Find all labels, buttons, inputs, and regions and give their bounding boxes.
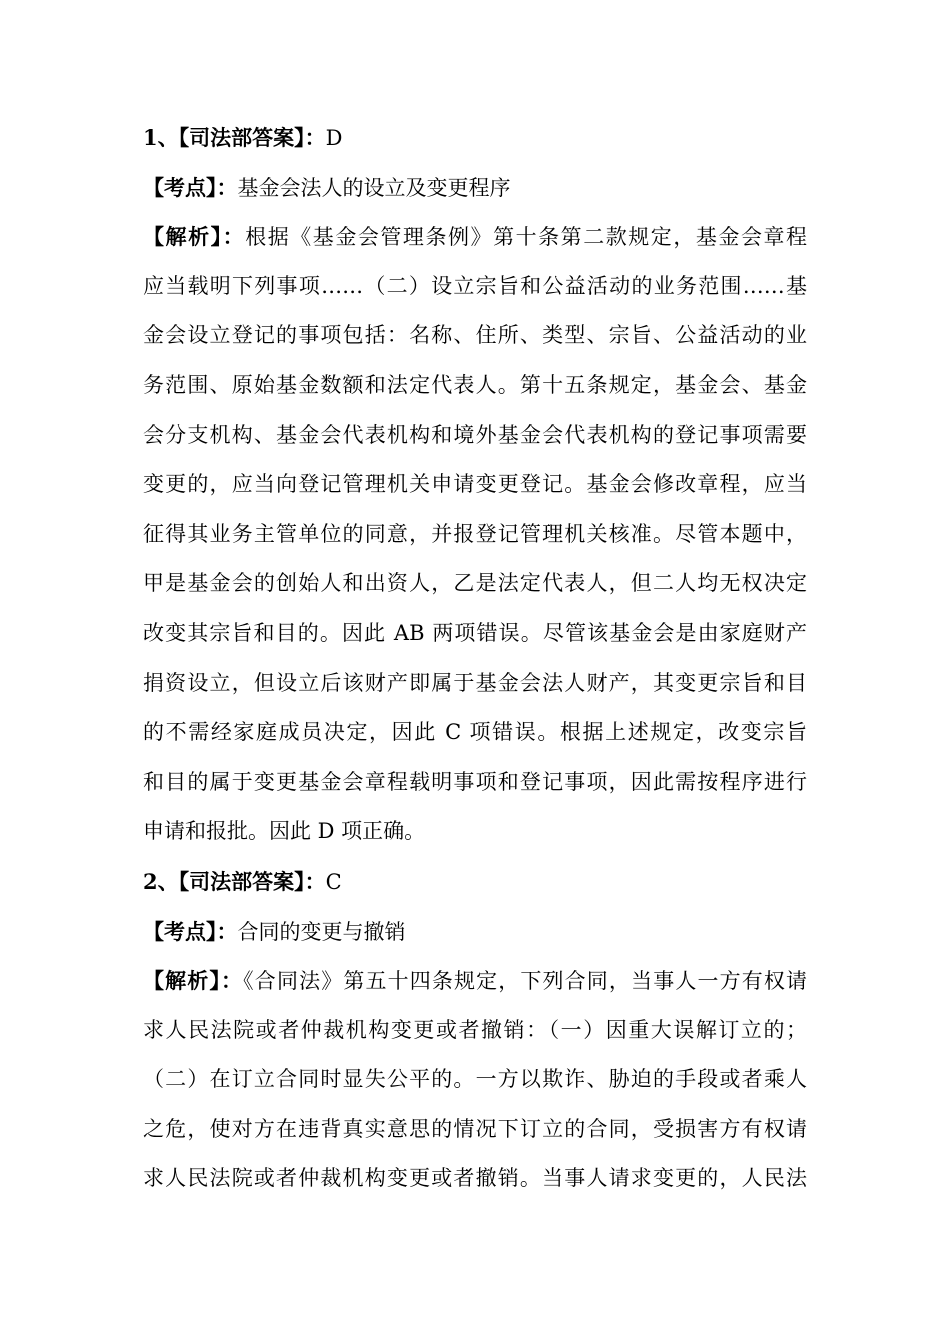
line-text: 变更的，应当向登记管理机关申请变更登记。基金会修改章程，应当 (143, 472, 807, 497)
line-text: 根据《基金会管理条例》第十条第二款规定，基金会章程 (245, 225, 808, 250)
line-text: 合同的变更与撤销 (237, 919, 406, 944)
line-text: 务范围、原始基金数额和法定代表人。第十五条规定，基金会、基金 (143, 372, 807, 397)
line-text: 求人民法院或者仲裁机构变更或者撤销：（一）因重大误解订立的； (143, 1017, 807, 1042)
line-text: 和目的属于变更基金会章程载明事项和登记事项，因此需按程序进行 (143, 769, 807, 794)
line-text: 会分支机构、基金会代表机构和境外基金会代表机构的登记事项需要 (143, 422, 807, 447)
paragraph-line (143, 609, 807, 659)
line-text: 的不需经家庭成员决定，因此 C 项错误。根据上述规定，改变宗旨 (143, 720, 807, 745)
paragraph-line (143, 510, 807, 560)
line-text: 金会设立登记的事项包括：名称、住所、类型、宗旨、公益活动的业 (143, 323, 807, 348)
paragraph-line (143, 361, 807, 411)
line-text: 应当载明下列事项……（二）设立宗旨和公益活动的业务范围……基 (143, 273, 807, 298)
paragraph-line (143, 758, 807, 808)
line-text: C (325, 869, 342, 894)
paragraph-line (143, 807, 807, 857)
line-label: 【考点】： (143, 174, 238, 200)
line-text: 征得其业务主管单位的同意，并报登记管理机关核准。尽管本题中， (143, 521, 807, 546)
line-text: 《合同法》第五十四条规定，下列合同，当事人一方有权请 (243, 969, 808, 994)
analysis-line-2 (143, 956, 807, 1006)
line-label: 【解析】： (143, 224, 246, 250)
answer-line-2 (143, 857, 807, 907)
paragraph-line (143, 559, 807, 609)
paragraph-line (143, 411, 807, 461)
paragraph-line (143, 1105, 807, 1155)
paragraph-line (143, 708, 807, 758)
document-page (143, 113, 807, 1204)
answer-line-1 (143, 113, 807, 163)
analysis-line-1 (143, 212, 807, 262)
line-text: （二）在订立合同时显失公平的。一方以欺诈、胁迫的手段或者乘人 (143, 1067, 807, 1092)
paragraph-line (143, 460, 807, 510)
line-label: 【解析】： (143, 968, 244, 994)
paragraph-line (143, 1154, 807, 1204)
paragraph-line (143, 1006, 807, 1056)
paragraph-line (143, 1055, 807, 1105)
topic-line-2 (143, 907, 807, 957)
paragraph-line (143, 659, 807, 709)
line-text: 甲是基金会的创始人和出资人，乙是法定代表人，但二人均无权决定 (143, 571, 807, 596)
topic-line-1 (143, 163, 807, 213)
line-label: 1、【司法部答案】： (143, 125, 326, 150)
line-text: 申请和报批。因此 D 项正确。 (143, 819, 426, 844)
line-text: 基金会法人的设立及变更程序 (237, 175, 511, 200)
line-text: 改变其宗旨和目的。因此 AB 两项错误。尽管该基金会是由家庭财产 (143, 620, 807, 645)
paragraph-line (143, 262, 807, 312)
line-text: D (325, 126, 343, 150)
line-label: 2、【司法部答案】： (143, 868, 326, 894)
line-text: 求人民法院或者仲裁机构变更或者撤销。当事人请求变更的，人民法 (143, 1166, 807, 1191)
line-text: 之危，使对方在违背真实意思的情况下订立的合同，受损害方有权请 (143, 1116, 807, 1141)
paragraph-line (143, 311, 807, 361)
line-text: 捐资设立，但设立后该财产即属于基金会法人财产，其变更宗旨和目 (143, 670, 807, 695)
line-label: 【考点】： (143, 918, 238, 944)
